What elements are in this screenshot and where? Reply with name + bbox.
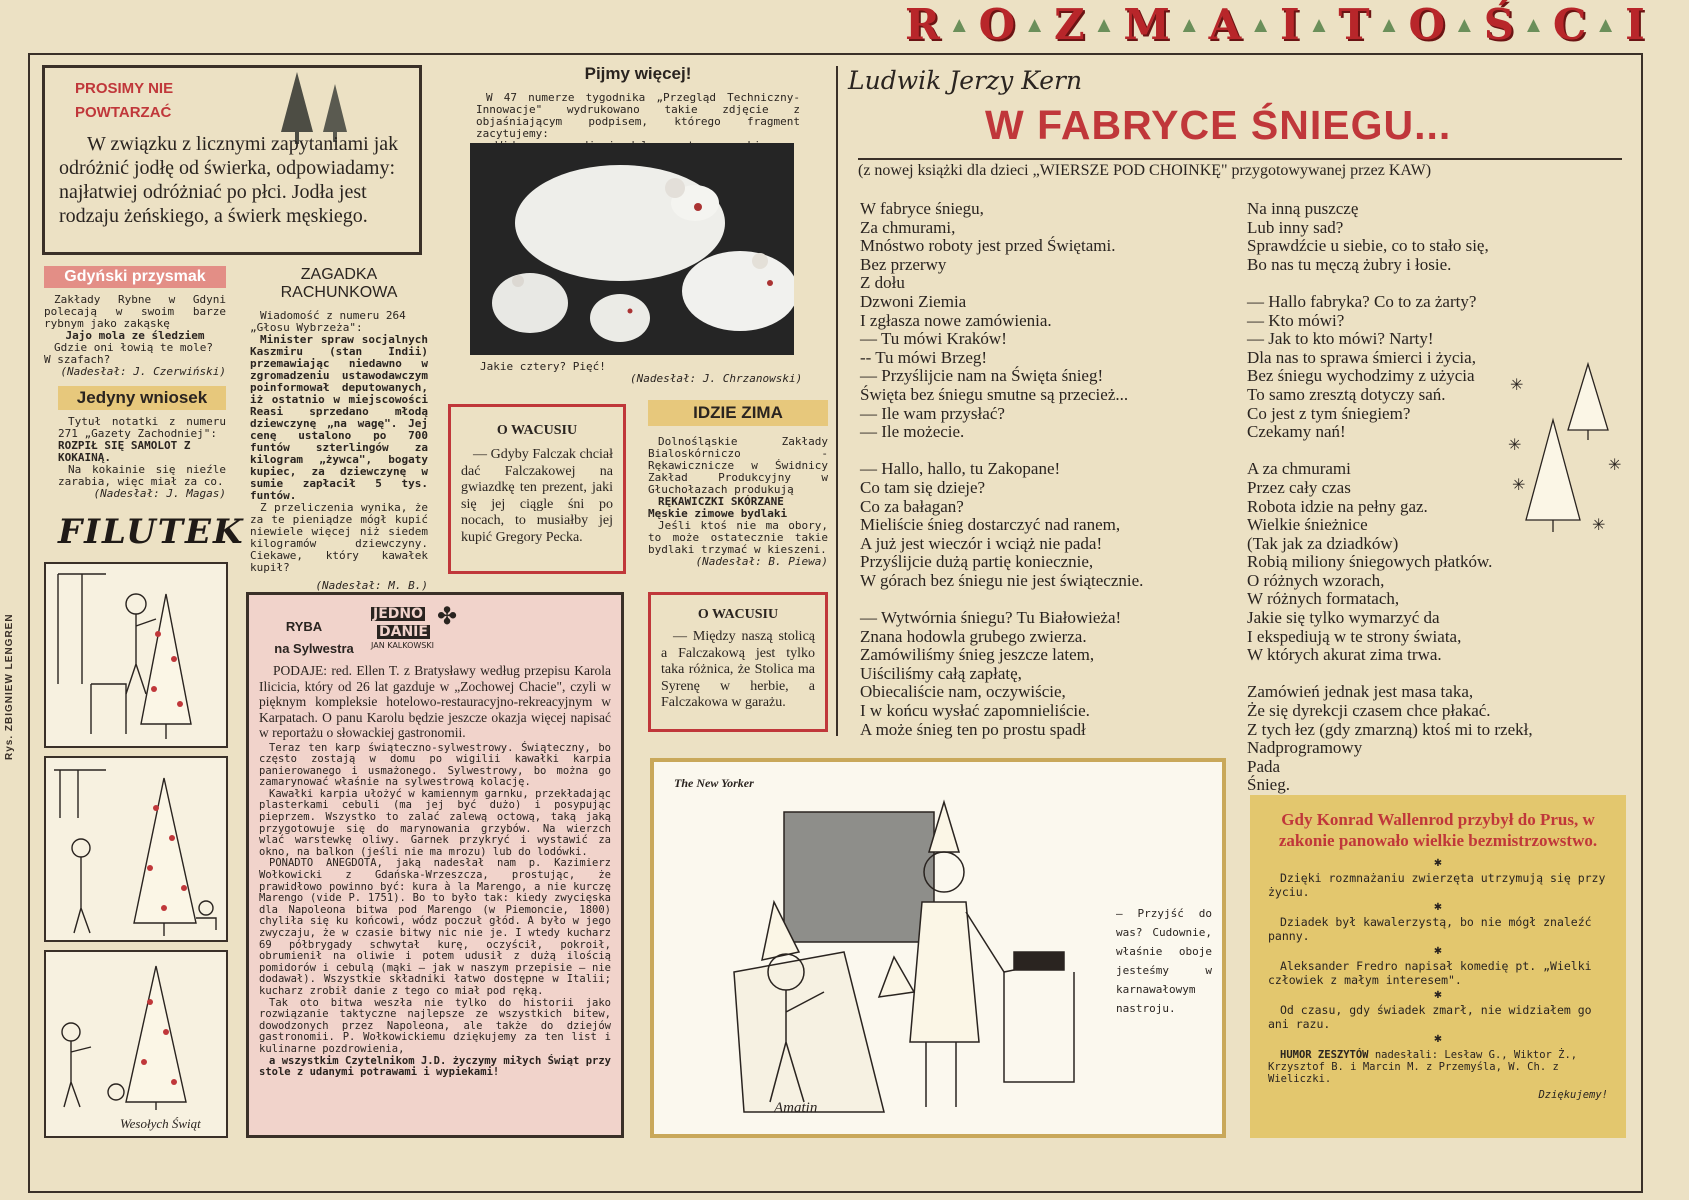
wacus1-box: [448, 404, 626, 574]
masthead: R ▲ O ▲ Z ▲ M ▲ A ▲ I ▲ T ▲ O ▲ Ś ▲ C ▲ I: [905, 0, 1645, 49]
poem-line: — Ile możecie.: [860, 422, 965, 442]
ryba-p4: PONADTO ANEGDOTA, jaką nadesłał nam p. Kazimierz Wołkowicki z Gdańska-Wrzeszcza, prostując, że prawidłowo powinno być: kura à la Marengo, a nie kurczę Marengo (vide P. 1751). Bo to było tak: kiedy zwycięska dla Napoleona bitwa pod Marengo (w Piemoncie, 1800) chyliła się ku końcowi, wódz poczuł głód. A było w jego zwyczaju, że w czasie bitwy nic nie je. I wtedy kucharz 69 półbrygady schwytał kurę, oczyścił, pokroił, obrumienił na oliwie i potem udusił z dużą ilością pomidorów i cebulą (mąki — jak w naszym przepisie — nie dodawał). Wszystkie składniki łatwo dostępne w Italii; kucharz zrobił danie z tego co miał pod ręką.: [259, 857, 611, 997]
wacus2-body: — Między naszą stolicą a Falczakową jest tylko taka różnica, że Stolica ma Syrenę w herbie, a Falczakowa w garażu.: [661, 629, 815, 710]
cartoon-panel-3: [44, 950, 228, 1138]
poem-line: — Hallo fabryka? Co to za żarty?: [1247, 291, 1477, 311]
poem-line: Przyślijcie dużą partię koniecznie,: [860, 552, 1094, 572]
poem-line: Święta bez śniegu smutne są przecież...: [860, 384, 1129, 404]
gdynski-bold: Jajo mola ze śledziem: [65, 329, 205, 342]
poem-line: Obiecaliście nam, oczywiście,: [860, 682, 1066, 702]
poem-line: Jakie się tylko wymarzyć da: [1247, 608, 1440, 628]
humor-item-3: Aleksander Fredro napisał komedię pt. „Wielki człowiek z małym interesem".: [1268, 959, 1592, 987]
poem-line: Co tam się dzieje?: [860, 477, 986, 497]
wniosek-bold: ROZPIŁ SIĘ SAMOLOT Z KOKAINĄ.: [58, 439, 191, 464]
wniosek-body-1: Tytuł notatki z numeru 271 „Gazety Zachodniej":: [58, 415, 226, 440]
wniosek-title: Jedyny wniosek: [58, 386, 226, 410]
zima-bold-2: Męskie zimowe bydlaki: [648, 507, 788, 520]
pijmy-credit: (Nadesłał: J. Chrzanowski): [630, 372, 803, 385]
poem-line: Co za bałagan?: [860, 496, 964, 516]
humor-box: [1250, 795, 1626, 1138]
prosimy-title-1: PROSIMY NIE: [75, 80, 174, 97]
masthead-letter: Ś: [1483, 0, 1515, 49]
poem-line: Sprawdźcie u siebie, co to stało się,: [1247, 236, 1489, 256]
poem-line: Lub inny sad?: [1247, 217, 1344, 237]
poem-line: Śnieg.: [1247, 775, 1290, 795]
poem-line: Z dołu: [860, 273, 905, 293]
poem-line: Uiściliśmy całą zapłatę,: [860, 663, 1022, 683]
poem-line: Że się dyrekcji czasem chce płakać.: [1247, 701, 1491, 721]
logo-line-2: DANIE: [379, 624, 428, 640]
mice-image: [470, 143, 794, 355]
poem-line: — Kto mówi?: [1247, 310, 1345, 330]
humor-item-1: Dzięki rozmnażaniu zwierzęta utrzymują się przy życiu.: [1268, 871, 1606, 899]
zagadka-intro: Wiadomość z numeru 264 „Głosu Wybrzeża":: [250, 309, 406, 334]
poem-line: Przez cały czas: [1247, 477, 1351, 497]
masthead-letter: T: [1338, 0, 1370, 49]
gdynski-title: Gdyński przysmak: [44, 266, 226, 288]
masthead-letter: I: [1625, 0, 1645, 49]
zima-block: [648, 400, 828, 568]
ryba-p6: a wszystkim Czytelnikom J.D. życzymy miłych Świąt przy stole z udanymi potrawami i wypiekami!: [259, 1054, 611, 1079]
poem-line: Bez śniegu wychodzimy z użycia: [1247, 366, 1475, 386]
humor-footer-bold: HUMOR ZESZYTÓW: [1280, 1049, 1369, 1061]
masthead-letter: R: [905, 0, 940, 49]
ryba-title: RYBA: [285, 619, 323, 634]
ryba-p3: Kawałki karpia ułożyć w kamiennym garnku, przekładając plasterkami cebuli (ma jej być dużo) i posypując pieprzem. Wszystko to zalać zalewą octową, taką jaką przygotowuje się do marynowania grzybów. Na wierzch wlać warstewkę oliwy. Garnek przykryć i wystawić za okno, na balkon (jeśli nie ma mrozu) lub do lodówki.: [259, 787, 611, 858]
christmas-trees-icon: [1508, 360, 1628, 540]
pijmy-block: [462, 64, 814, 152]
separator-star: ✱: [1433, 946, 1443, 957]
wacus2-box: [648, 592, 828, 732]
poem-line: Za chmurami,: [860, 217, 956, 237]
poem-line: — Ile wam przysłać?: [860, 403, 1005, 423]
mice-photo: [470, 143, 794, 355]
newyorker-cartoon: [650, 758, 1226, 1138]
prosimy-body: W związku z licznymi zapytaniami jak odróżnić jodłę od świerka, odpowiadamy: najłatwiej odróżniać po płci. Jodła jest rodzaju żeńskiego, a świerk męskiego.: [59, 133, 399, 227]
poem-subtitle: (z nowej książki dla dzieci „WIERSZE POD CHOINKĘ" przygotowywanej przez KAW): [858, 158, 1622, 180]
fish-icon: ✤: [437, 604, 458, 630]
poem-title: W FABRYCE ŚNIEGU...: [985, 102, 1452, 148]
poem-author: Ludwik Jerzy Kern: [848, 66, 1083, 95]
gdynski-credit: (Nadesłał: J. Czerwiński): [60, 365, 226, 378]
zagadka-title-1: ZAGADKA: [300, 266, 378, 283]
poem-line: Robią miliony śniegowych płatków.: [1247, 552, 1493, 572]
poem-line: Bo nas tu męczą żubry i łosie.: [1247, 254, 1452, 274]
wacus2-title: O WACUSIU: [697, 607, 779, 622]
poem-line: Nadprogramowy: [1247, 738, 1363, 758]
separator-star: ✱: [1433, 990, 1443, 1001]
cartoon-panel-1: [44, 562, 228, 748]
party-drawing: [674, 782, 1094, 1122]
poem-line: Czekamy nań!: [1247, 422, 1346, 442]
poem-line: (Tak jak za dziadków): [1247, 533, 1399, 553]
poem-line: Robota idzie na pełny gaz.: [1247, 496, 1428, 516]
newyorker-signature: Amatin: [774, 1100, 818, 1116]
poem-line: I w końcu wysłać zapomnieliście.: [860, 701, 1090, 721]
prosimy-box: [42, 65, 422, 255]
cartoon-drawing-1: [46, 564, 226, 746]
poem-line: A już jest wieczór i wciąż nie pada!: [860, 533, 1103, 553]
newyorker-brand: The New Yorker: [674, 776, 754, 790]
prosimy-title-2: POWTARZAĆ: [75, 104, 172, 121]
svg-text:✳: ✳: [1592, 515, 1606, 534]
filutek-logo: FILUTEK: [58, 512, 245, 552]
wniosek-credit: (Nadesłał: J. Magas): [93, 487, 226, 500]
cartoon-drawing-2: [46, 758, 226, 940]
masthead-letter: O: [1408, 0, 1446, 49]
poem-line: Zamówień jednak jest masa taka,: [1247, 682, 1474, 702]
poem-line: — Przyślijcie nam na Święta śnieg!: [860, 366, 1104, 386]
separator-star: ✱: [1433, 858, 1443, 869]
newyorker-caption: — Przyjść do was? Cudownie, właśnie oboje jesteśmy w karnawałowym nastroju.: [1116, 907, 1212, 1015]
wacus1-title: O WACUSIU: [496, 423, 578, 438]
poem-line: O różnych wzorach,: [1247, 570, 1385, 590]
poem-line: Na inną puszczę: [1247, 199, 1359, 218]
ryba-subtitle: na Sylwestra: [274, 641, 354, 656]
pijmy-title: Pijmy więcej!: [584, 64, 692, 83]
humor-title: Gdy Konrad Wallenrod przybył do Prus, w zakonie panowało wielkie bezmistrzowstwo.: [1278, 810, 1598, 850]
gdynski-body: Zakłady Rybne w Gdyni polecają w swoim barze rybnym jako zakąskę: [44, 293, 226, 330]
masthead-letter: Z: [1054, 0, 1085, 49]
ryba-p1: PODAJE: red. Ellen T. z Bratysławy według przepisu Karola Ilicicia, który od 26 lat gazduje w „Zochowej Chacie", czyli w pięknym kompleksie hotelowo-restauracyjno-rekreacyjnym w Karpatach. O panu Karolu będzie jeszcze okazja więcej napisać w reportażu o słowackiej gastronomii.: [259, 663, 611, 740]
poem-line: Bez przerwy: [860, 254, 947, 274]
svg-text:✳: ✳: [1508, 435, 1522, 454]
separator-star: ✱: [1433, 1034, 1443, 1045]
poem-line: [860, 590, 1240, 609]
poem-line: A może śnieg ten po prostu spadł: [860, 719, 1086, 739]
gdynski-block: [44, 266, 226, 378]
poem-line: [860, 442, 1240, 461]
poem-column-1: [860, 200, 1240, 739]
poem-line: Z tych łez (gdy zmarzną) ktoś mi to rzekł,: [1247, 719, 1533, 739]
poem-line: Dzwoni Ziemia: [860, 291, 967, 311]
wniosek-block: [58, 386, 226, 500]
ryba-box: [246, 592, 624, 1138]
poem-line: — Hallo, hallo, tu Zakopane!: [860, 459, 1061, 479]
zima-bold: RĘKAWICZKI SKÓRZANE: [658, 495, 784, 508]
zagadka-credit: (Nadesłał: M. B.): [315, 579, 428, 592]
zagadka-block: [250, 266, 428, 592]
ryba-p5: Tak oto bitwa weszła nie tylko do historii jako rozwiązanie taktyczne najlepsze ze wszystkich bitew, dowodzonych przez Napoleona, ale także do dziejów gastronomii. P. Wołkowickiemu dziękujemy za ten list i kulinarne pozdrowienia,: [259, 996, 611, 1055]
cartoon-signature: Wesołych Świąt: [120, 1116, 201, 1131]
poem-line: Dla nas to sprawa śmierci i życia,: [1247, 347, 1476, 367]
poem-line: — Tu mówi Kraków!: [860, 329, 1007, 349]
pijmy-intro: W 47 numerze tygodnika „Przegląd Techniczny-Innowacje" wydrukowano takie zdjęcie z objaśniającym podpisem, którego fragment zacytujemy:: [476, 91, 800, 140]
masthead-letter: A: [1208, 0, 1242, 49]
zima-credit: (Nadesłał: B. Piewa): [695, 555, 828, 568]
cartoon-drawing-3: [46, 952, 226, 1112]
side-credit: Rys. ZBIGNIEW LENGREN: [4, 613, 15, 760]
poem-rule: [836, 66, 838, 736]
jedno-danie-logo: [371, 605, 467, 649]
poem-line: [1247, 665, 1607, 684]
masthead-letter: I: [1280, 0, 1300, 49]
poem-line: Znana hodowla grubego zwierza.: [860, 626, 1087, 646]
svg-text:✳: ✳: [1512, 475, 1526, 494]
wniosek-body-2: Na kokainie się nieźle zarabia, więc miał za co.: [58, 463, 226, 488]
poem-line: Wielkie śnieżnice: [1247, 515, 1368, 535]
poem-line: W różnych formatach,: [1247, 589, 1400, 609]
masthead-letter: M: [1123, 0, 1170, 49]
poem-line: I ekspediują w te strony świata,: [1247, 626, 1462, 646]
poem-line: [1247, 274, 1607, 293]
cartoon-panel-2: [44, 756, 228, 942]
poem-line: -- Tu mówi Brzeg!: [860, 347, 988, 367]
mice-caption: Jakie cztery? Pięć!: [480, 360, 606, 373]
poem-line: W których akurat zima trwa.: [1247, 645, 1442, 665]
poem-line: W fabryce śniegu,: [860, 199, 984, 218]
humor-thanks: Dziękujemy!: [1538, 1089, 1608, 1101]
poem-line: Mnóstwo roboty jest przed Świętami.: [860, 236, 1116, 256]
poem-line: A za chmurami: [1247, 459, 1351, 479]
logo-line-1: JEDNO: [373, 606, 424, 622]
poem-line: — Jak to kto mówi? Narty!: [1247, 329, 1434, 349]
humor-item-2: Dziadek był kawalerzystą, bo nie mógł znaleźć panny.: [1268, 915, 1592, 943]
zagadka-body: Z przeliczenia wynika, że za te pieniądze mógł kupić niewiele więcej niż siedem kilogramów dziewczyny. Ciekawe, który kawałek kupił?: [250, 501, 428, 574]
wacus1-body: — Gdyby Falczak chciał dać Falczakowej na gwiazdkę ten prezent, jaki się jej ciągle śni po nocach, to musiałby jej kupić Gregory Pecka.: [461, 447, 613, 545]
poem-line: Pada: [1247, 756, 1281, 776]
poem-line: — Wytwórnia śniegu? Tu Białowieża!: [860, 608, 1122, 628]
poem-line: W górach bez śniegu nie jest świątecznie.: [860, 570, 1144, 590]
masthead-letter: C: [1552, 0, 1587, 49]
separator-star: ✱: [1433, 902, 1443, 913]
humor-footer: [1268, 1049, 1608, 1085]
humor-footer-text: nadesłali: Lesław G., Wiktor Ż., Krzysztof B. i Marcin M. z Przemyśla, W. Ch. z Wieliczki.: [1268, 1049, 1578, 1085]
zima-body: Dolnośląskie Zakłady Bialoskórniczo - Rękawicznicze w Świdnicy Zakład Produkcyjny w Głuchołazach produkują: [648, 435, 828, 496]
svg-text:✳: ✳: [1608, 455, 1622, 474]
zima-tail: Jeśli ktoś nie ma obory, to może ostatecznie takie bydlaki trzymać w kieszeni.: [648, 519, 828, 556]
ryba-p2: Teraz ten karp świąteczno-sylwestrowy. Świąteczny, bo często zostają w domu po wigilii kawałki karpia panierowanego i usmażonego. Sylwestrowy, bo można go zamarynować właśnie na sylwestrową kolację.: [259, 741, 611, 789]
zima-title: IDZIE ZIMA: [648, 400, 828, 426]
poem-line: I zgłasza nowe zamówienia.: [860, 310, 1052, 330]
poem-line: Zamówiliśmy śnieg jeszcze latem,: [860, 645, 1095, 665]
gdynski-question: Gdzie oni łowią te mole? W szafach?: [44, 341, 213, 366]
zagadka-title-2: RACHUNKOWA: [280, 284, 398, 301]
poem-line: Mieliście śnieg dostarczyć nad ranem,: [860, 515, 1121, 535]
logo-author: JAN KALKOWSKI: [371, 641, 434, 650]
poem-line: To samo zresztą dotyczy sań.: [1247, 384, 1446, 404]
humor-item-4: Od czasu, gdy świadek zmarł, nie widziałem go ani razu.: [1268, 1003, 1592, 1031]
masthead-letter: O: [978, 0, 1016, 49]
svg-text:✳: ✳: [1510, 375, 1524, 394]
zagadka-bold: Minister spraw socjalnych Kaszmiru (stan Indii) przemawiając niedawno w zgromadzeniu ustawodawczym poinformował deputowanych, iż ostatnio w miejscowości Reasi sprzedano młodą dziewczynę „na wagę". Jej cenę ustalono po 700 funtów szterlingów za kilogram „żywca", bogaty kupiec, za dziewczynę w sumie zapłacił 5 tys. funtów.: [250, 333, 428, 502]
poem-line: Co jest z tym śniegiem?: [1247, 403, 1411, 423]
